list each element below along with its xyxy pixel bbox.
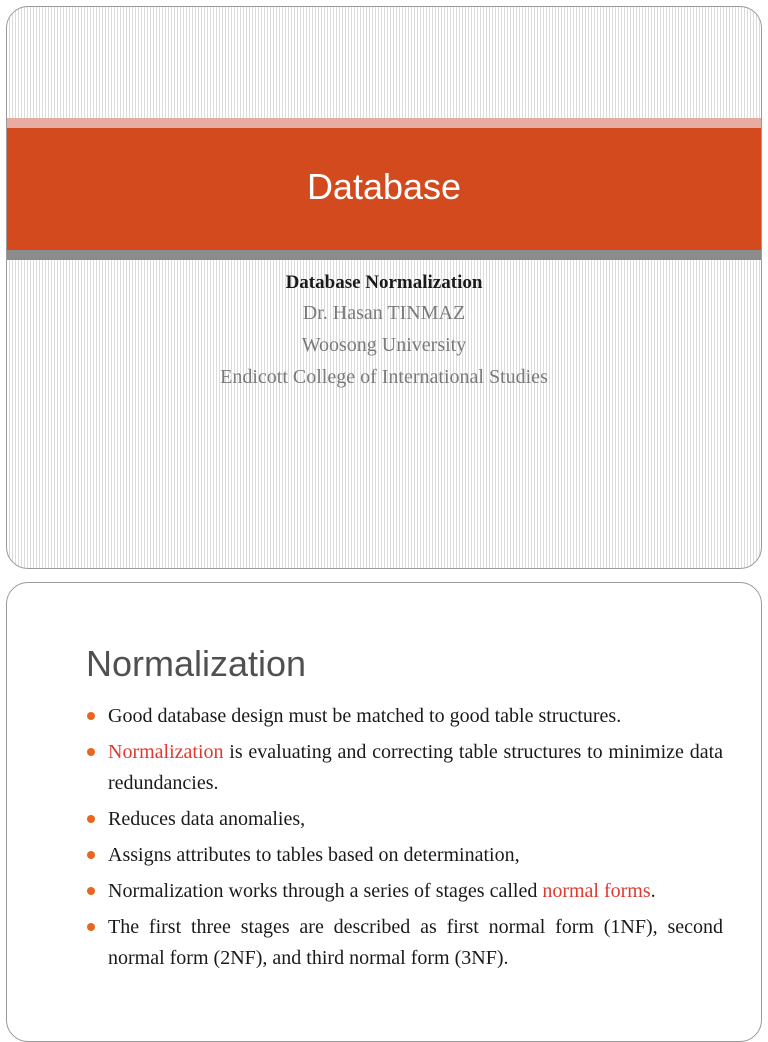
subtitle-block (7, 269, 761, 393)
bullet-text: is evaluating and correcting table structures to minimize data redundancies. (108, 741, 723, 794)
bullet-text: Good database design must be matched to good table structures. (108, 705, 622, 727)
bullet-text: Normalization works through a series of stages called (108, 880, 543, 902)
bullet-dot-icon (87, 851, 95, 859)
bullet-item (87, 701, 723, 732)
bullet-highlight: normal forms (542, 880, 651, 902)
bullet-text: Assigns attributes to tables based on determination, (108, 844, 520, 866)
bullet-list (87, 701, 723, 979)
bullet-dot-icon (87, 712, 95, 720)
bullet-tail: . (650, 880, 656, 902)
bullet-text: Reduces data anomalies, (108, 808, 306, 830)
university-name: Woosong University (301, 334, 467, 356)
slide-title: Database (306, 166, 462, 207)
bullet-text: The first three stages are described as first normal form (1NF), second normal form (2NF), and third normal form (3NF). (108, 916, 723, 969)
bullet-highlight: Normalization (108, 741, 224, 763)
bullet-item (87, 840, 723, 871)
subtitle: Database Normalization (285, 272, 483, 293)
slide-heading: Normalization (86, 643, 307, 684)
bullet-item (87, 804, 723, 835)
bullet-dot-icon (87, 887, 95, 895)
content-slide (6, 582, 762, 1042)
title-slide (6, 6, 762, 569)
bullet-dot-icon (87, 815, 95, 823)
bullet-dot-icon (87, 748, 95, 756)
accent-band-top (7, 118, 761, 128)
bullet-item (87, 912, 723, 974)
accent-band-bottom (7, 250, 761, 260)
bullet-item (87, 737, 723, 799)
author-name: Dr. Hasan TINMAZ (302, 302, 466, 324)
college-name: Endicott College of International Studies (220, 366, 548, 388)
bullet-item (87, 876, 723, 907)
bullet-dot-icon (87, 923, 95, 931)
title-band (7, 128, 761, 250)
